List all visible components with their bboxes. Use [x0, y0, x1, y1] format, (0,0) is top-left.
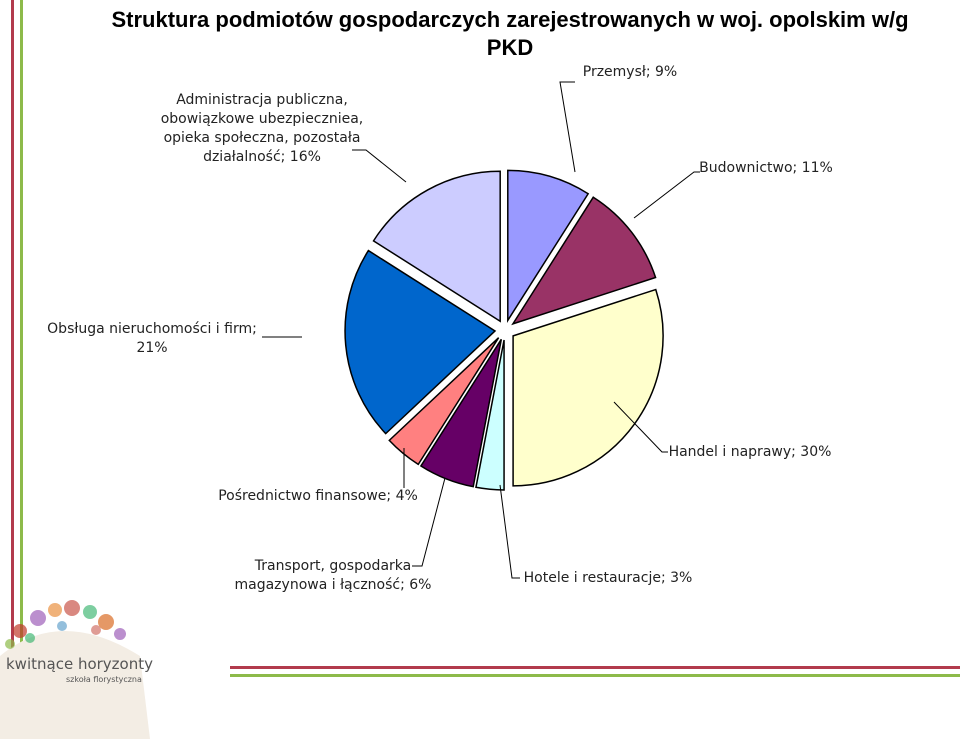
slice-label-line: Administracja publiczna,	[176, 92, 348, 108]
slice-label-2	[699, 160, 833, 176]
slice-label-line: Budownictwo; 11%	[699, 160, 833, 176]
chart-title-line1: Struktura podmiotów gospodarczych zarejestrowanych w woj. opolskim w/g	[111, 7, 909, 32]
slice-label-1	[583, 64, 678, 80]
leader-line-1	[560, 82, 575, 172]
leader-line-8	[352, 150, 406, 182]
slice-label-line: magazynowa i łączność; 6%	[234, 577, 432, 593]
chart-title-line2: PKD	[486, 35, 534, 60]
slice-label-6	[218, 488, 418, 504]
slice-label-line: Pośrednictwo finansowe; 4%	[218, 488, 418, 504]
slice-label-3	[669, 444, 832, 460]
slice-label-line: 21%	[136, 340, 168, 356]
brand-name: kwitnące horyzonty	[6, 655, 153, 673]
slice-label-line: Transport, gospodarka	[254, 558, 412, 574]
slice-label-line: obowiązkowe ubezpieczniea,	[160, 111, 364, 127]
slice-label-line: Obsługa nieruchomości i firm;	[47, 321, 257, 337]
slice-label-line: Handel i naprawy; 30%	[668, 444, 832, 460]
slice-label-line: działalność; 16%	[203, 149, 321, 165]
brand-tagline: szkoła florystyczna	[66, 675, 142, 684]
slice-label-8	[161, 92, 364, 165]
leader-line-2	[634, 172, 700, 218]
slice-label-line: opieka społeczna, pozostała	[163, 130, 361, 146]
pie-slice-3	[513, 290, 663, 486]
leader-line-4	[500, 485, 520, 578]
slice-label-5	[235, 558, 432, 593]
slice-label-line: Hotele i restauracje; 3%	[523, 570, 693, 586]
slice-label-line: Przemysł; 9%	[582, 64, 678, 80]
pie-slices	[345, 170, 663, 490]
slice-label-7	[47, 321, 257, 356]
slice-label-4	[524, 570, 693, 586]
